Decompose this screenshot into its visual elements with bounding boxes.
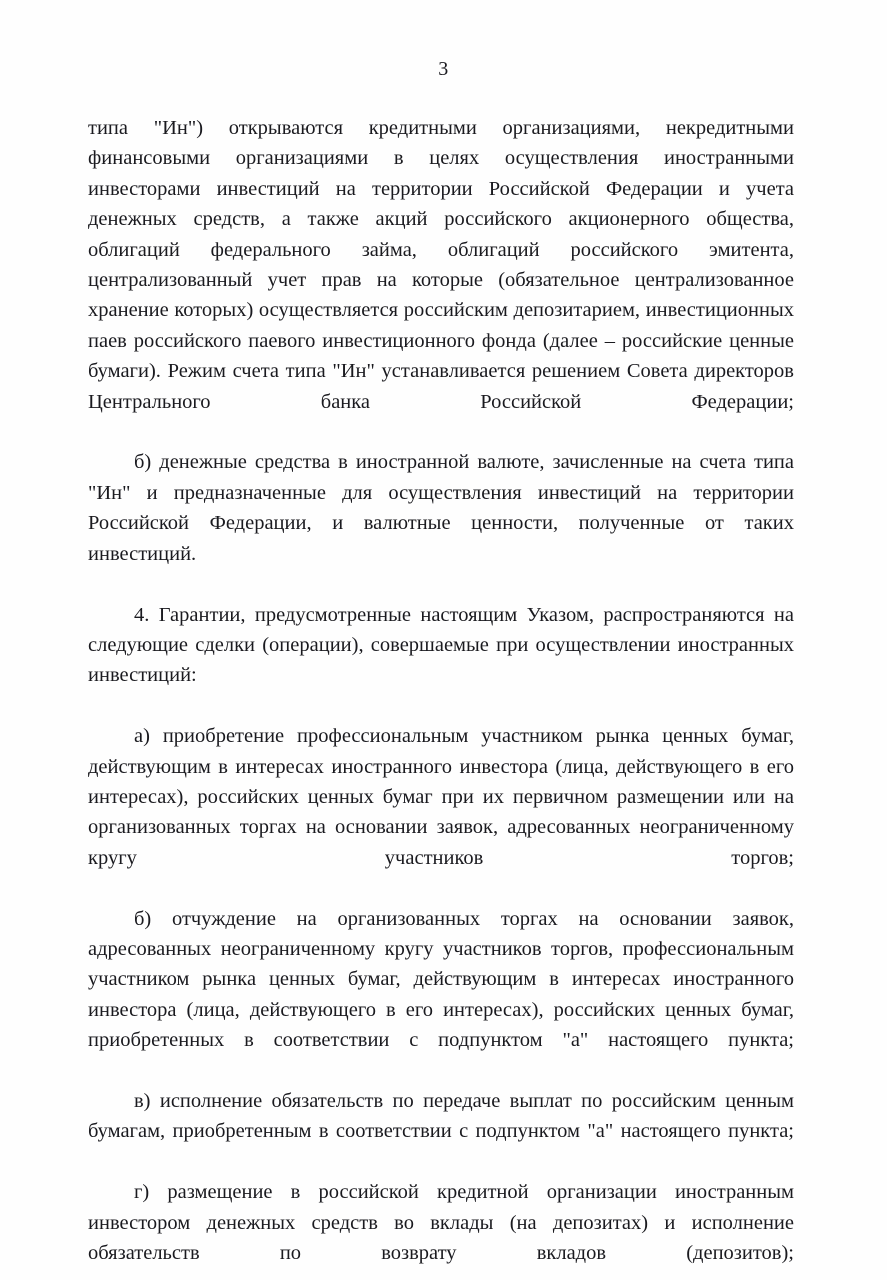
paragraph: б) отчуждение на организованных торгах на основании заявок, адресованных неограниченному кругу участников торгов, профессиональным участником рынка ценных бумаг, действующим в интересах иностранного инвестора (лица, действующего в его интересах), российских ценных бумаг, приобретенных в соответствии с подпунктом "а" настоящего пункта;	[88, 907, 794, 1052]
document-body	[88, 113, 794, 1280]
paragraph: в) исполнение обязательств по передаче выплат по российским ценным бумагам, приобретенным в соответствии с подпунктом "а" настоящего пункта;	[88, 1090, 794, 1143]
paragraph: г) размещение в российской кредитной организации иностранным инвестором денежных средств во вклады (на депозитах) и исполнение обязательств по возврату вкладов (депозитов);	[88, 1181, 794, 1265]
paragraph: типа "Ин") открываются кредитными организациями, некредитными финансовыми организациями в целях осуществления иностранными инвесторами инвестиций на территории Российской Федерации и учета денежных средств, а также акций российского акционерного общества, облигаций федерального займа, облигаций российского эмитента, централизованный учет прав на которые (обязательное централизованное хранение которых) осуществляется российским депозитарием, инвестиционных паев российского паевого инвестиционного фонда (далее – российские ценные бумаги). Режим счета типа "Ин" устанавливается решением Совета директоров Центрального банка Российской Федерации;	[88, 117, 794, 413]
paragraph: а) приобретение профессиональным участником рынка ценных бумаг, действующим в интересах иностранного инвестора (лица, действующего в его интересах), российских ценных бумаг при их первичном размещении или на организованных торгах на основании заявок, адресованных неограниченному кругу участников торгов;	[88, 725, 794, 869]
page-number: 3	[438, 58, 449, 80]
paragraph: 4. Гарантии, предусмотренные настоящим Указом, распространяются на следующие сделки (операции), совершаемые при осуществлении иностранных инвестиций:	[88, 603, 794, 687]
paragraph: б) денежные средства в иностранной валюте, зачисленные на счета типа "Ин" и предназначенные для осуществления инвестиций на территории Российской Федерации, и валютные ценности, полученные от таких инвестиций.	[88, 451, 794, 565]
